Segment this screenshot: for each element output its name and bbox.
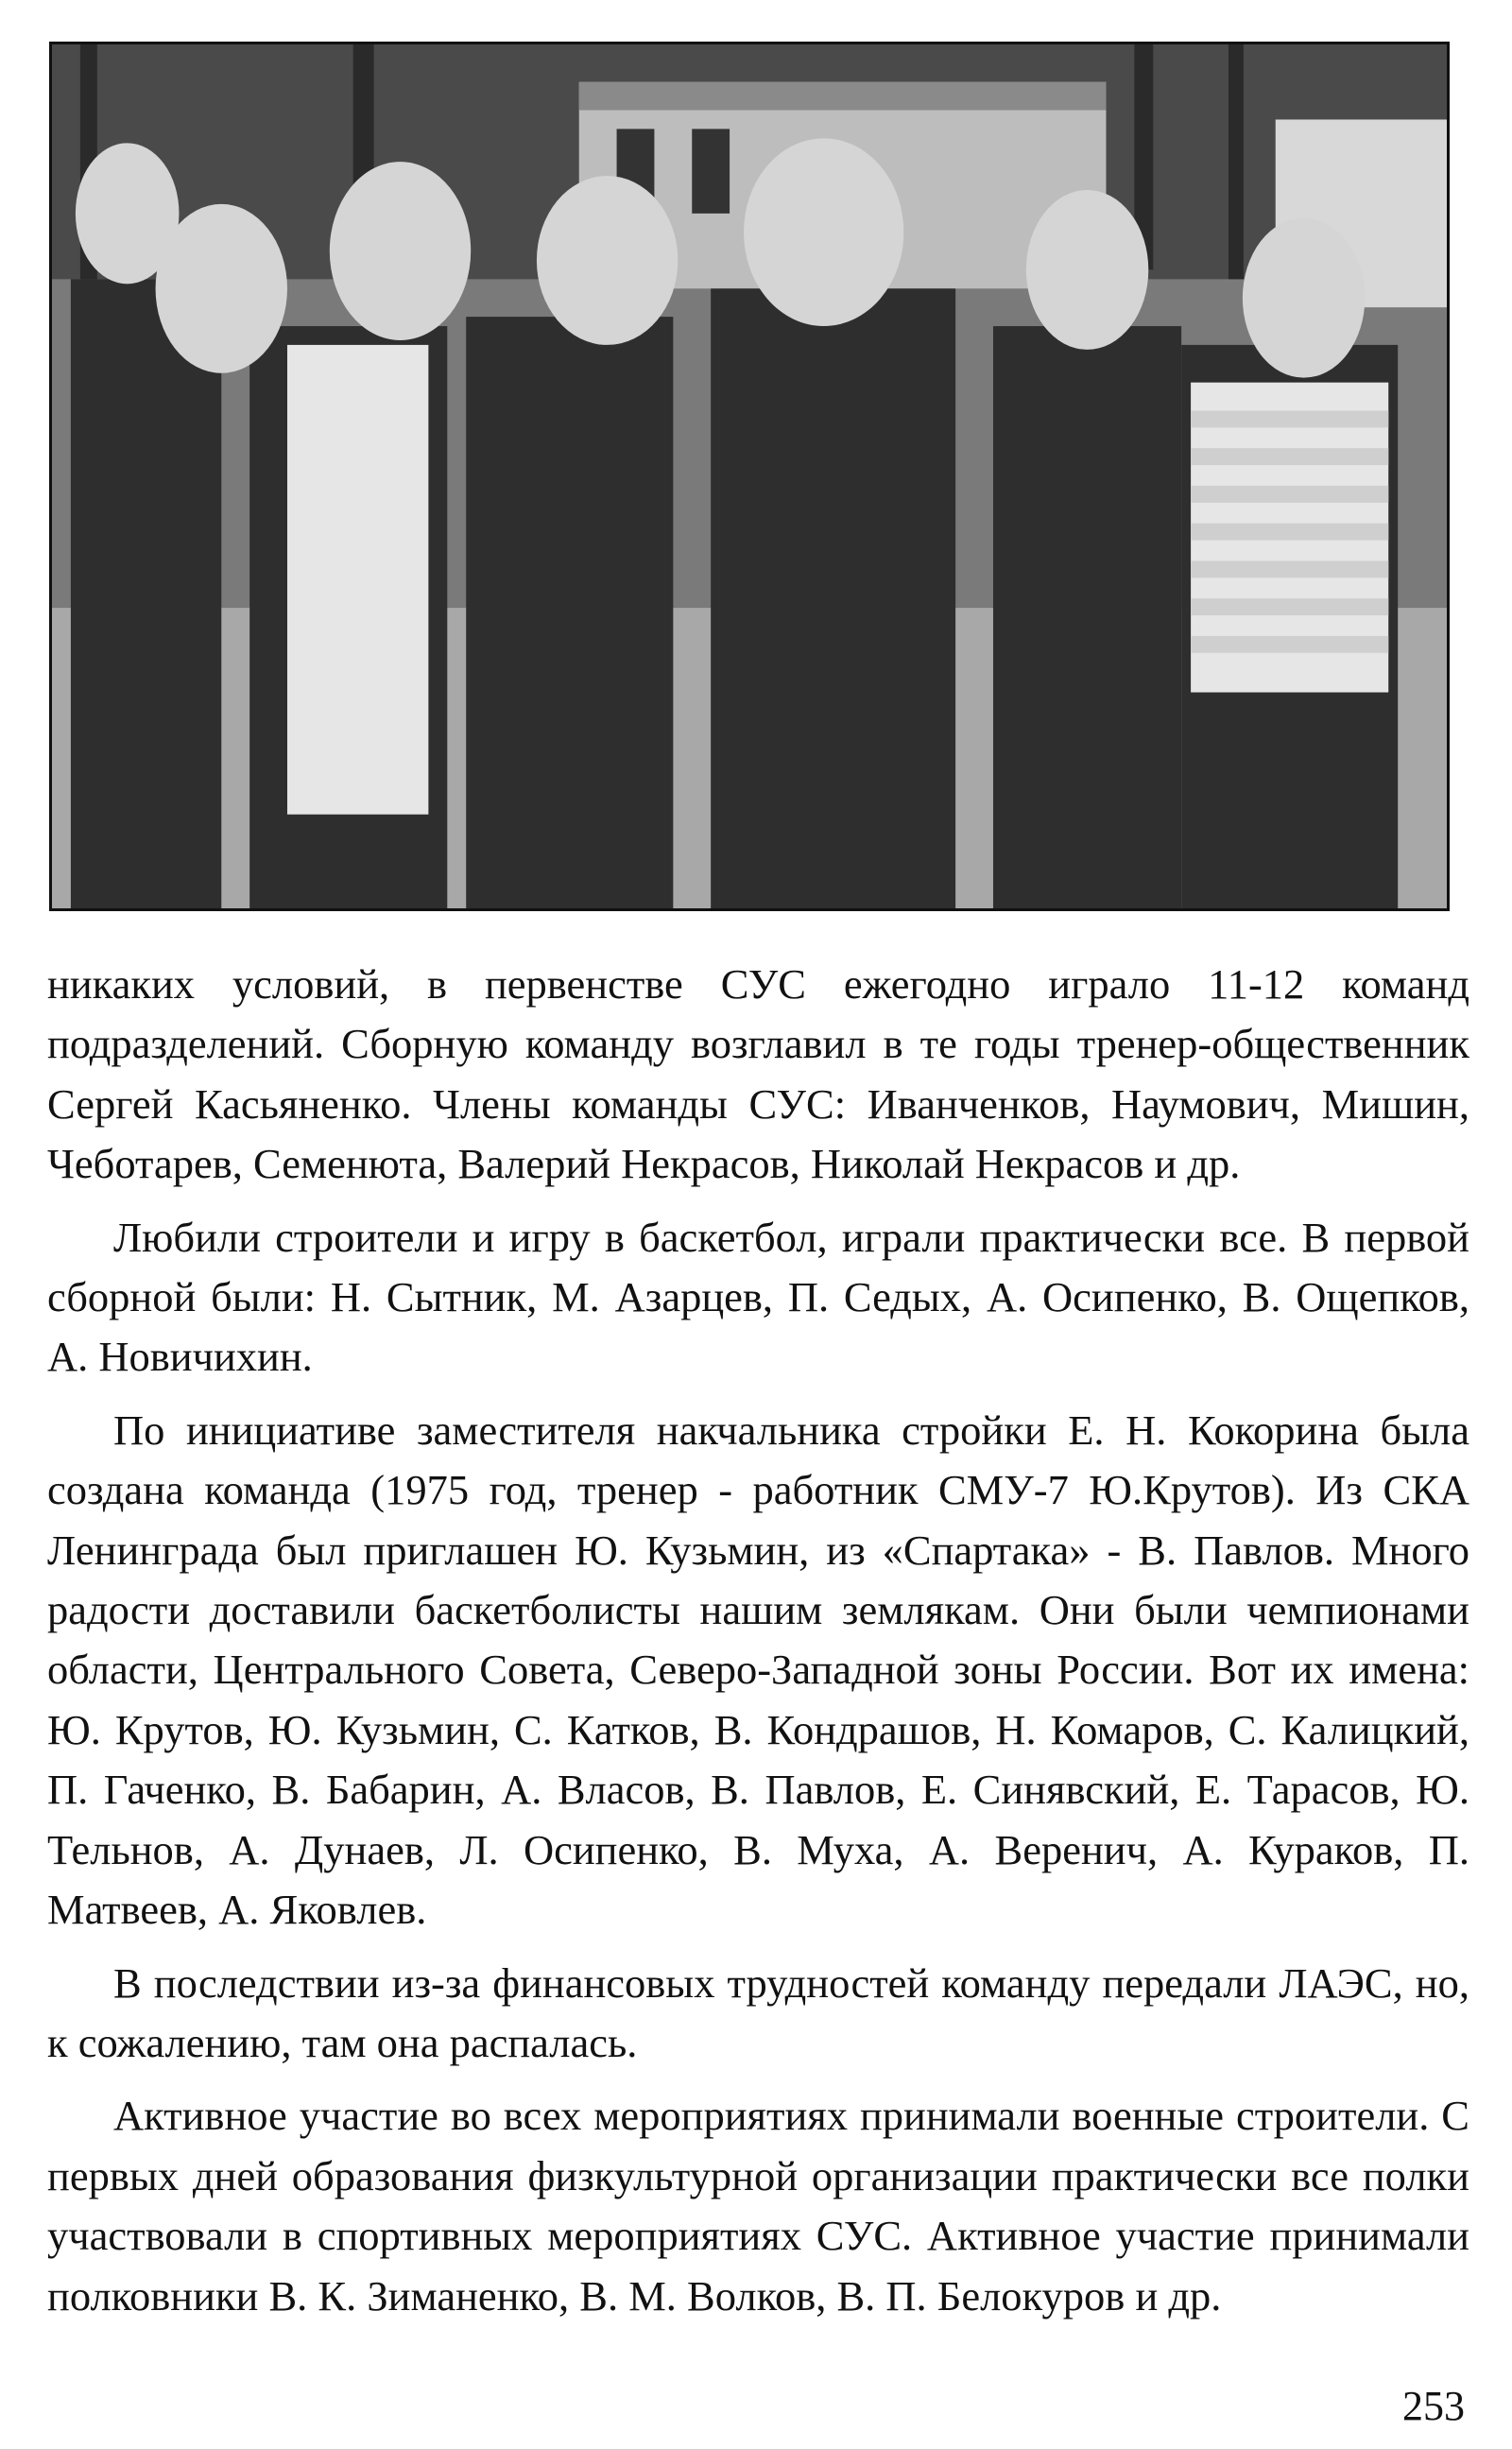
body-text <box>47 955 1469 2326</box>
group-photo-icon <box>52 44 1447 908</box>
paragraph-2: Любили строители и игру в баскетбол, играли практически все. В первой сборной были: Н. Сытник, М. Азарцев, П. Седых, А. Осипенко, В. Ощепков, А. Новичихин. <box>47 1213 1469 1381</box>
paragraph-1: никаких условий, в первенстве СУС ежегодно играло 11-12 команд подразделений. Сборную команду возглавил в те годы тренер-общественник Сергей Касьяненко. Члены команды СУС: Иванченков, Наумович, Мишин, Чеботарев, Семенюта, Валерий Некрасов, Николай Некрасов и др. <box>47 960 1469 1188</box>
paragraph-4: В последствии из-за финансовых трудностей команду передали ЛАЭС, но, к сожалению, там она распалась. <box>47 1958 1469 2066</box>
group-photo <box>49 42 1450 911</box>
paragraph-5: Активное участие во всех мероприятиях принимали военные строители. С первых дней образования физкультурной организации практически все полки участвовали в спортивных мероприятиях СУС. Активное участие принимали полковники В. К. Зиманенко, В. М. Волков, В. П. Белокуров и др. <box>47 2092 1469 2320</box>
page-number: 253 <box>1402 2383 1465 2429</box>
paragraph-3: По инициативе заместителя накчальника стройки Е. Н. Кокорина была создана команда (1975 год, тренер - работник СМУ-7 Ю.Крутов). Из СКА Ленинграда был приглашен Ю. Кузьмин, из «Спартака» - В. Павлов. Много радости доставили баскетболисты нашим землякам. Они были чемпионами области, Центрального Совета, Северо-Западной зоны России. Вот их имена: Ю. Крутов, Ю. Кузьмин, С. Катков, В. Кондрашов, Н. Комаров, С. Калицкий, П. Гаченко, В. Бабарин, А. Власов, В. Павлов, Е. Синявский, Е. Тарасов, Ю. Тельнов, А. Дунаев, Л. Осипенко, В. Муха, А. Веренич, А. Кураков, П. Матвеев, А. Яковлев. <box>47 1406 1469 1934</box>
